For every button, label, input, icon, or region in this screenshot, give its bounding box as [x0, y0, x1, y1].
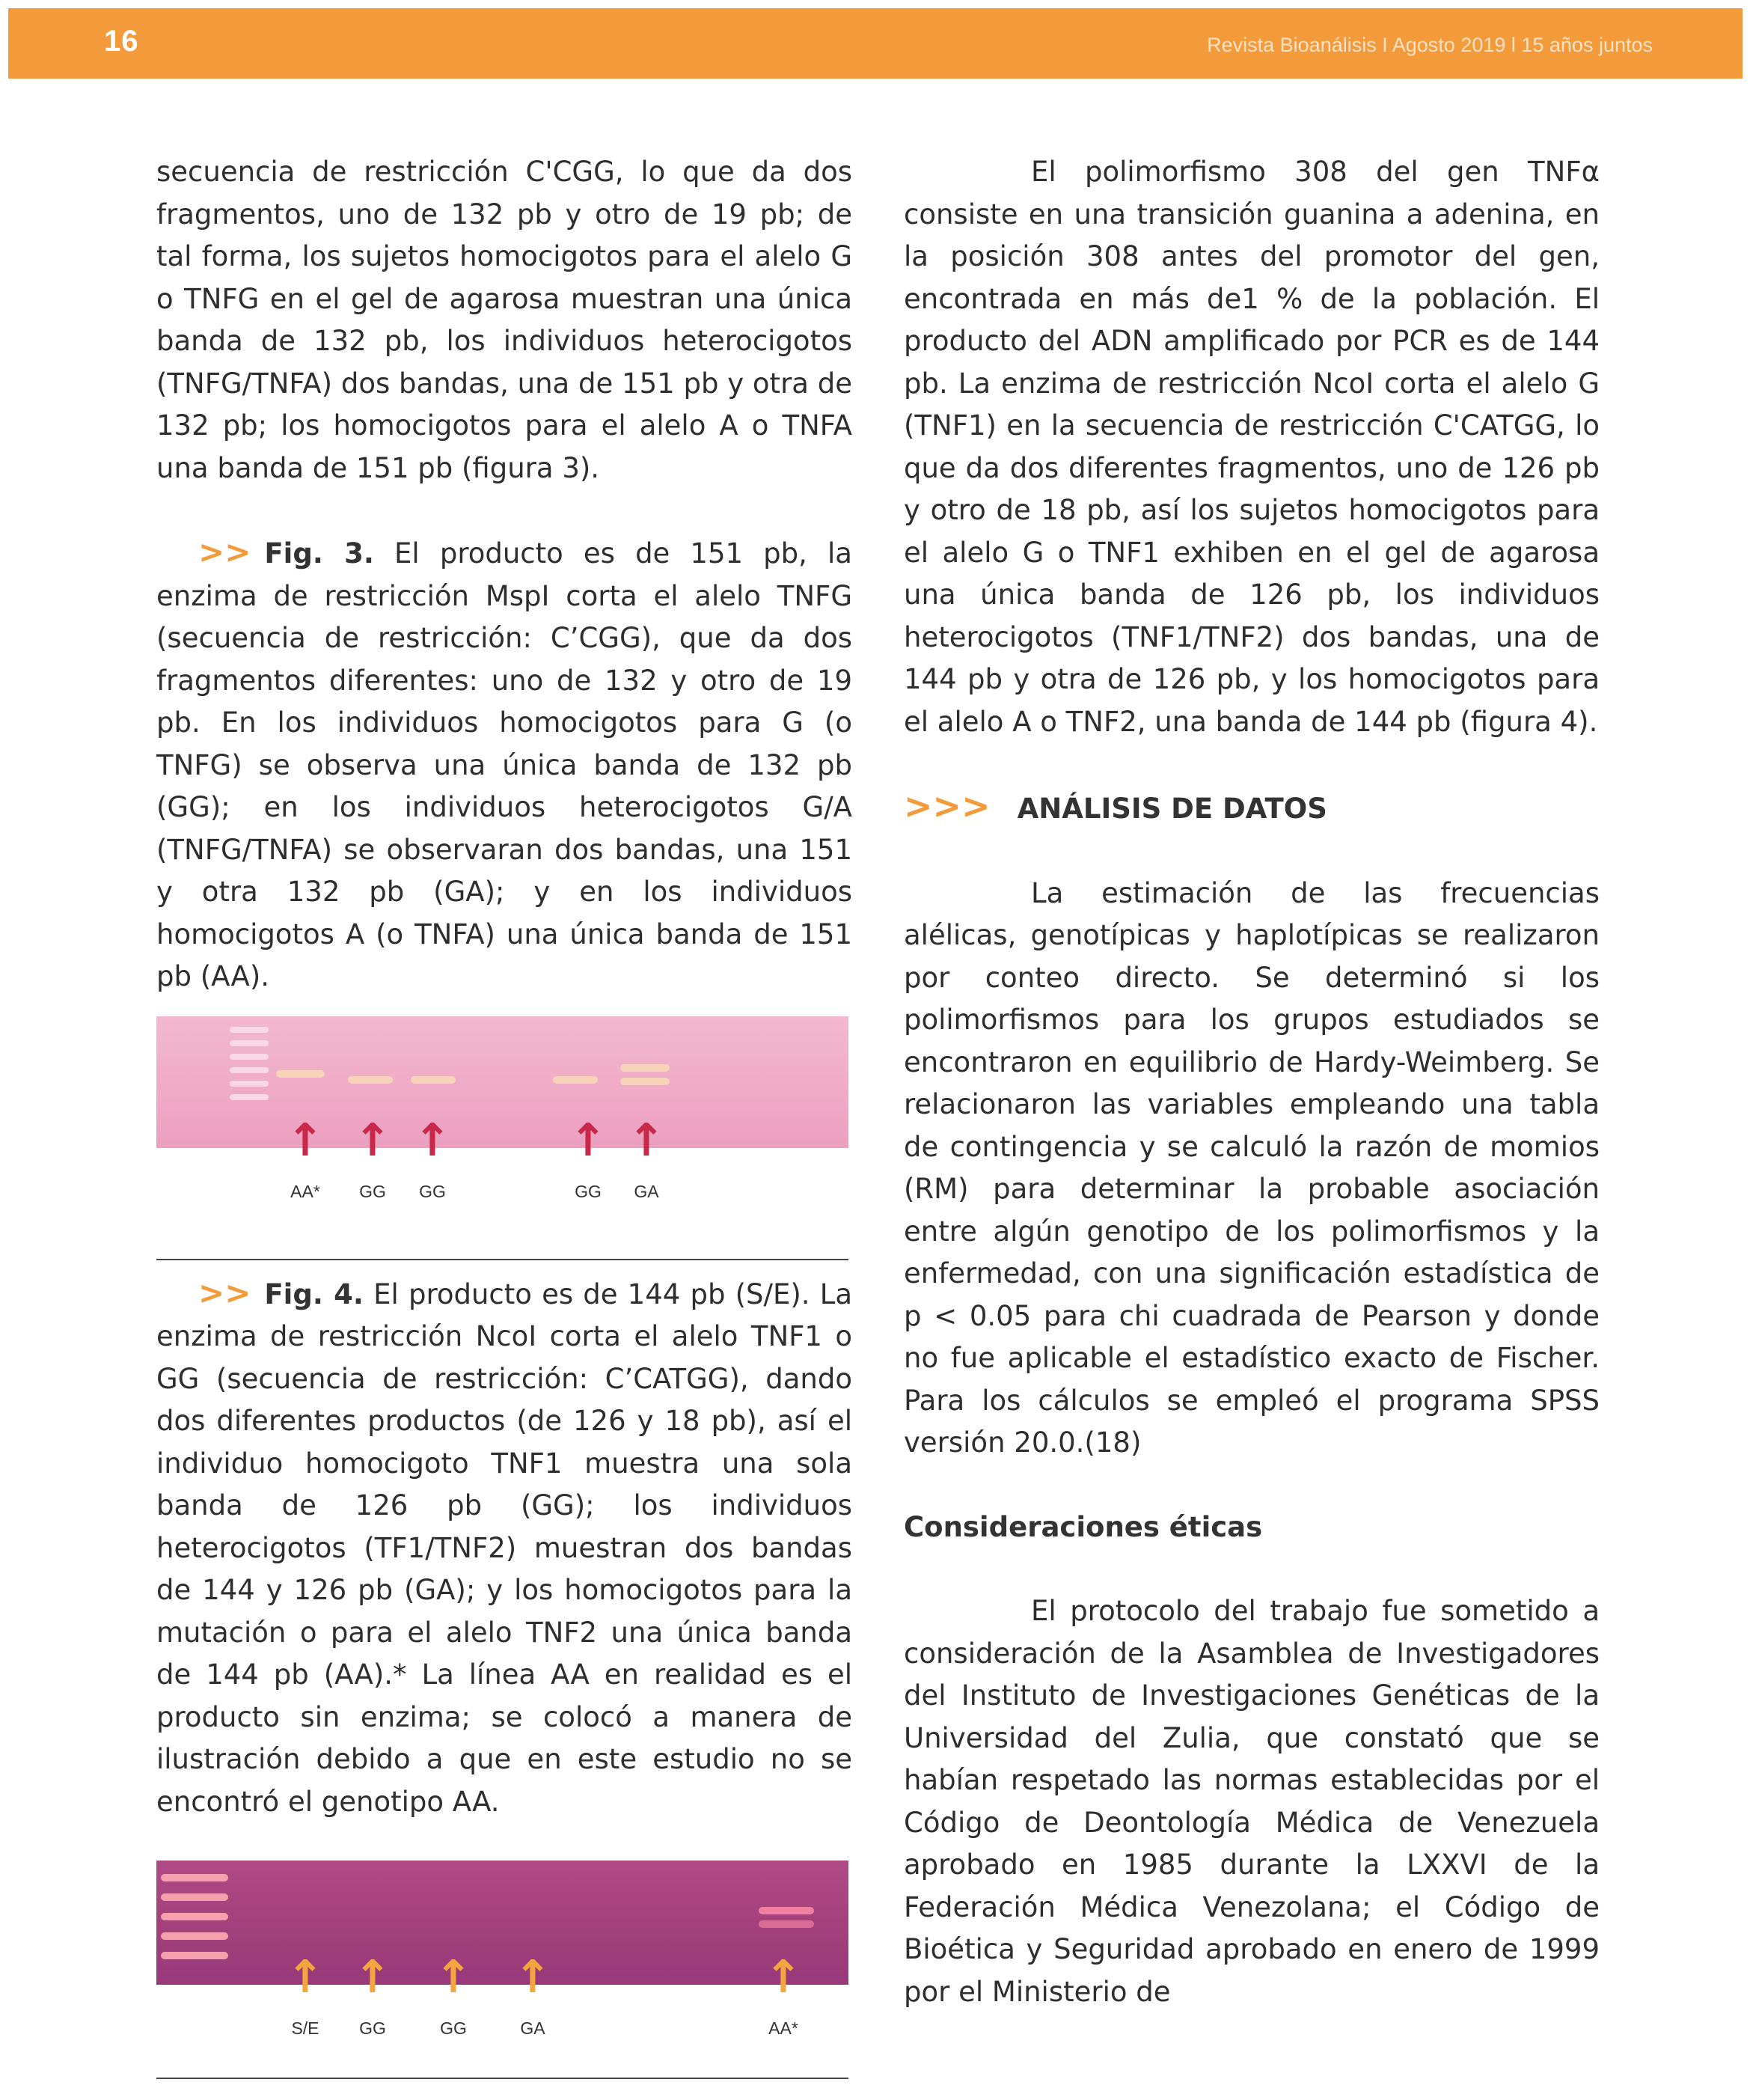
- lane-label: GG: [359, 1181, 386, 1201]
- up-arrow-icon: ↑: [569, 1114, 608, 1167]
- header-bar: [8, 8, 1743, 79]
- lane-label: GA: [634, 1181, 659, 1201]
- gel-band: [620, 1064, 670, 1072]
- figure-4-text: El producto es de 144 pb (S/E). La enzima de restricción NcoI corta el alelo TNF1 o GG (secuencia de restricción: C’CATGG), dando dos diferentes productos (de 126 y 18 pb), así el individuo homocigoto TNF1 muestra una sola banda de 126 pb (GG); los individuos heterocigotos (TF1/TNF2) muestran dos bandas de 144 y 126 pb (GA); y los homocigotos para la mutación o para el alelo TNF2 una única banda de 144 pb (AA).* La línea AA en realidad es el producto sin enzima; se colocó a manera de ilustración debido a que en este estudio no se encontró el genotipo AA.: [156, 1278, 853, 1818]
- gel-band: [411, 1076, 456, 1084]
- lane-arrow: [283, 1951, 328, 2050]
- lane-arrow: [624, 1114, 669, 1213]
- up-arrow-icon: ↑: [627, 1114, 666, 1167]
- figure-3-text: El producto es de 151 pb, la enzima de restricción MspI corta el alelo TNFG (secuencia de restricción: C’CGG), que da dos fragmentos diferentes: uno de 132 y otro de 19 pb. En los individuos homocigotos para G (o TNFG) se observa una única banda de 132 pb (GG); en los individuos heterocigotos G/A (TNFG/TNFA) se observaran dos bandas, una 151 y otra 132 pb (GA); y en los individuos homocigotos A (o TNFA) una única banda de 151 pb (AA).: [156, 537, 852, 992]
- figure-4-caption: [156, 1272, 852, 1824]
- section-heading: [904, 785, 1600, 831]
- page-number: 16: [104, 25, 139, 58]
- lane-label: S/E: [291, 2018, 319, 2038]
- chevron-marker-icon: >>: [198, 534, 251, 570]
- journal-title: Revista Bioanálisis I Agosto 2019 l 15 años juntos: [1207, 34, 1653, 56]
- figure-divider: [156, 1259, 848, 1260]
- left-paragraph-1: secuencia de restricción C'CGG, lo que da dos fragmentos, uno de 132 pb y otro de 19 pb; de tal forma, los sujetos homocigotos para el alelo G o TNFG en el gel de agarosa muestran una única banda de 132 pb, los individuos heterocigotos (TNFG/TNFA) dos bandas, una de 151 pb y otra de 132 pb; los homocigotos para el alelo A o TNFA una banda de 151 pb (figura 3).: [156, 156, 852, 484]
- lane-label: GG: [419, 1181, 446, 1201]
- chevron-marker-icon: >>>: [904, 786, 991, 826]
- lane-label: AA*: [768, 2018, 798, 2038]
- right-paragraph-1: El polimorfismo 308 del gen TNFα consiste en una transición guanina a adenina, en la posición 308 antes del promotor del gen, encontrada en más de1 % de la población. El producto del ADN amplificado por PCR es de 144 pb. La enzima de restricción NcoI corta el alelo G (TNF1) en la secuencia de restricción C'CATGG, lo que da dos diferentes fragmentos, uno de 126 pb y otro de 18 pb, así los sujetos homocigotos para el alelo G o TNF1 exhiben en el gel de agarosa una única banda de 126 pb, los individuos heterocigotos (TNF1/TNF2) dos bandas, una de 144 pb y otra de 126 pb, y los homocigotos para el alelo A o TNF2, una banda de 144 pb (figura 4).: [904, 156, 1600, 738]
- subheading-ethics: Consideraciones éticas: [904, 1510, 1263, 1543]
- up-arrow-icon: ↑: [434, 1951, 473, 2003]
- figure-divider: [156, 2078, 848, 2079]
- lane-arrow: [761, 1951, 806, 2050]
- gel-band: [276, 1070, 325, 1078]
- lane-arrow: [350, 1114, 395, 1213]
- lane-label: AA*: [290, 1181, 320, 1201]
- figure-4-label: Fig. 4.: [264, 1278, 364, 1310]
- up-arrow-icon: ↑: [286, 1951, 325, 2003]
- lane-arrow: [431, 1951, 476, 2050]
- lane-label: GA: [520, 2018, 545, 2038]
- up-arrow-icon: ↑: [286, 1114, 325, 1167]
- left-column: [156, 151, 852, 2079]
- figure-3-gel: [156, 1016, 848, 1260]
- right-paragraph-3: El protocolo del trabajo fue sometido a consideración de la Asamblea de Investigadores del Instituto de Investigaciones Genéticas de la Universidad del Zulia, que constató que se habían respetado las normas establecidas por el Código de Deontología Médica de Venezuela aprobado en 1985 durante la LXXVI de la Federación Médica Venezolana; el Código de Bioética y Seguridad aprobado en enero de 1999 por el Ministerio de: [904, 1595, 1600, 2008]
- right-paragraph-2: La estimación de las frecuencias alélicas, genotípicas y haplotípicas se realizaron por conteo directo. Se determinó si los polimorfismos para los grupos estudiados se encontraron en equilibrio de Hardy-Weimberg. Se relacionaron las variables empleando una tabla de contingencia y se calculó la razón de momios (RM) para determinar la probable asociación entre algún genotipo de los polimorfismos y la enfermedad, con una significación estadística de p < 0.05 para chi cuadrada de Pearson y donde no fue aplicable el estadístico exacto de Fischer. Para los cálculos se empleó el programa SPSS versión 20.0.(18): [904, 876, 1600, 1459]
- chevron-marker-icon: >>: [198, 1274, 251, 1311]
- gel-band: [620, 1078, 670, 1085]
- lane-label: GG: [575, 1181, 602, 1201]
- figure-3-caption: [156, 531, 852, 998]
- up-arrow-icon: ↑: [513, 1951, 552, 2003]
- gel-2-lane-labels: [156, 1951, 848, 2067]
- lane-arrow: [350, 1951, 395, 2050]
- gel-1-lane-labels: [156, 1114, 848, 1230]
- dna-ladder: [230, 1027, 269, 1108]
- up-arrow-icon: ↑: [353, 1951, 392, 2003]
- lane-label: GG: [440, 2018, 467, 2038]
- lane-label: GG: [359, 2018, 386, 2038]
- right-column: [904, 151, 1600, 2013]
- figure-4-gel: [156, 1861, 848, 2079]
- up-arrow-icon: ↑: [413, 1114, 452, 1167]
- lane-arrow: [410, 1114, 455, 1213]
- section-title: ANÁLISIS DE DATOS: [1017, 793, 1327, 825]
- lane-arrow: [283, 1114, 328, 1213]
- gel-band: [759, 1920, 814, 1928]
- up-arrow-icon: ↑: [353, 1114, 392, 1167]
- lane-arrow: [566, 1114, 611, 1213]
- gel-band: [759, 1907, 814, 1914]
- gel-band: [553, 1076, 598, 1084]
- up-arrow-icon: ↑: [764, 1951, 803, 2003]
- lane-arrow: [510, 1951, 555, 2050]
- figure-3-label: Fig. 3.: [264, 537, 374, 570]
- gel-band: [348, 1076, 393, 1084]
